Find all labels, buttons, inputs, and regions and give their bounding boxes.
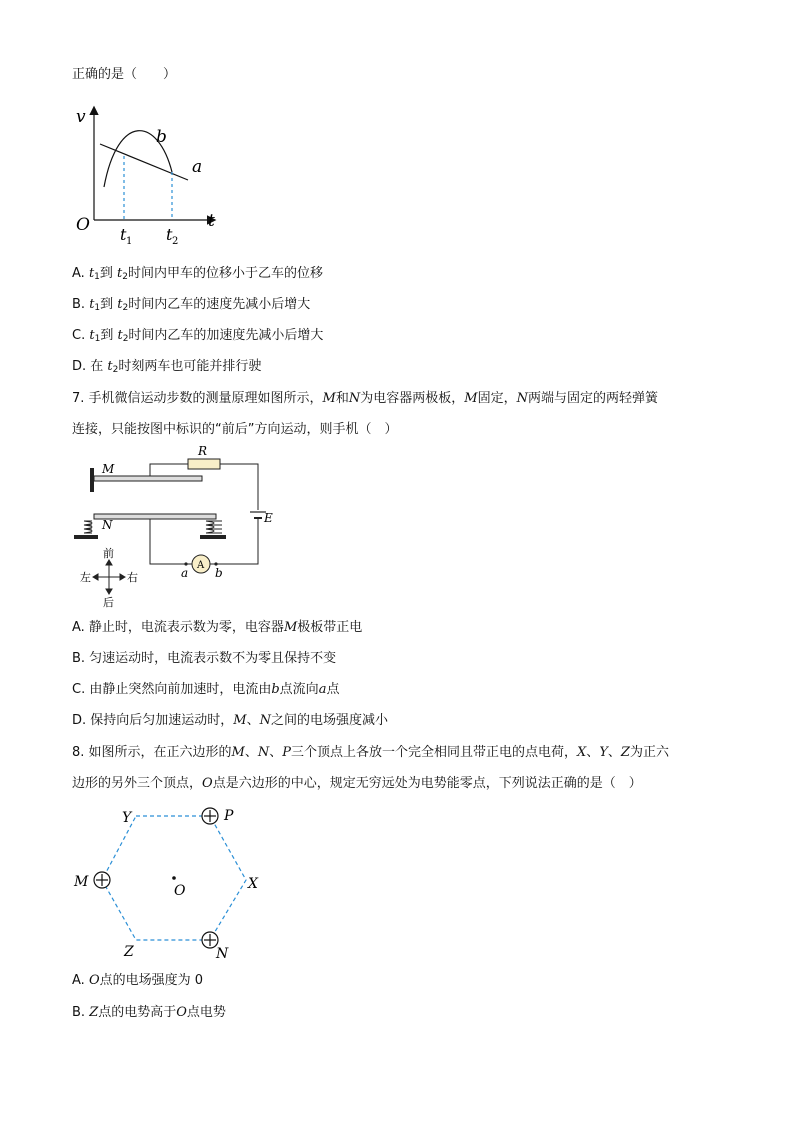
option-prefix: D. 在 — [72, 359, 108, 374]
text: 点的电势高于 — [98, 1005, 177, 1020]
wire-right — [220, 464, 258, 510]
label-t2: t — [166, 225, 173, 244]
q8-option-b — [72, 1004, 226, 1022]
label-m: M — [102, 462, 115, 476]
hexagon-diagram — [70, 800, 270, 965]
var-p: P — [282, 745, 292, 760]
center-point — [172, 876, 176, 880]
var-b: b — [271, 682, 280, 697]
q8-stem-line1 — [72, 744, 669, 762]
text: 点流向 — [279, 682, 319, 697]
text: 三个顶点上各放一个完全相同且带正电的点电荷， — [291, 745, 578, 760]
charge-p — [202, 808, 218, 824]
text: 极板带正电 — [297, 620, 363, 635]
var-t: t — [117, 297, 123, 312]
subscript: 2 — [122, 334, 129, 344]
plate-m — [94, 476, 202, 481]
var-m: M — [233, 713, 247, 728]
var-m: M — [322, 391, 336, 406]
text: 点是六边形的中心，规定无穷远处为电势能零点，下列说法正确的是（ ） — [212, 776, 642, 791]
text: 到 — [100, 297, 118, 312]
q7-option-a — [72, 619, 362, 637]
label-back: 后 — [103, 596, 114, 609]
q7-option-c — [72, 681, 339, 699]
var-o: O — [202, 776, 213, 791]
text: 到 — [99, 266, 118, 281]
text: 、 — [586, 745, 600, 760]
label-v: v — [76, 107, 86, 127]
q7-stem-line1 — [72, 390, 658, 408]
var-m: M — [283, 620, 298, 635]
subscript: 2 — [112, 365, 119, 375]
text: 为正六 — [629, 745, 669, 760]
subscript: 2 — [122, 303, 129, 313]
wire-bottom-left — [150, 519, 192, 564]
label-ammeter: A — [197, 560, 205, 571]
text: 、 — [246, 713, 260, 728]
label-r: R — [198, 444, 208, 458]
option-prefix: A. — [72, 973, 89, 988]
subscript: 2 — [122, 272, 129, 282]
label-b: b — [215, 566, 223, 580]
text: 时间内乙车的速度先减小后增大 — [128, 297, 311, 312]
q6-option-c — [72, 327, 323, 348]
q7-option-b: B. 匀速运动时，电流表示数不为零且保持不变 — [72, 651, 337, 666]
label-y: Y — [122, 810, 132, 826]
var-t: t — [117, 266, 123, 281]
label-left: 左 — [80, 571, 91, 584]
text: 、 — [269, 745, 283, 760]
text: D. 保持向后匀加速运动时， — [72, 713, 234, 728]
var-z: Z — [620, 745, 630, 760]
label-p: P — [224, 808, 234, 824]
subscript: 1 — [94, 303, 101, 313]
label-t1: t — [120, 225, 127, 244]
mount-m — [90, 468, 94, 492]
label-t-axis: t — [208, 211, 215, 231]
var-t: t — [107, 359, 113, 374]
subscript: 1 — [94, 334, 101, 344]
var-t: t — [88, 266, 95, 281]
q7-option-d — [72, 712, 388, 730]
q8-stem-line2 — [72, 775, 642, 793]
label-e: E — [264, 511, 273, 525]
option-prefix: B. — [72, 1005, 90, 1020]
var-t: t — [117, 328, 123, 343]
label-origin: O — [76, 215, 90, 235]
var-o: O — [88, 973, 100, 988]
q6-stem-tail: 正确的是（ ） — [72, 67, 177, 82]
text: C. 由静止突然向前加速时，电流由 — [72, 682, 272, 697]
text: 时间内甲车的位移小于乙车的位移 — [128, 266, 324, 281]
circuit-diagram — [70, 442, 290, 612]
label-b: b — [156, 127, 167, 147]
text: 、 — [244, 745, 258, 760]
label-t2-sub: 2 — [172, 236, 179, 247]
var-m: M — [464, 391, 478, 406]
label-right: 右 — [127, 571, 138, 584]
spring-right — [200, 521, 226, 539]
label-a: a — [192, 157, 203, 177]
var-x: X — [577, 745, 587, 760]
text: 7. 手机微信运动步数的测量原理如图所示， — [72, 391, 323, 406]
text: 8. 如图所示，在正六边形的 — [72, 745, 232, 760]
label-z: Z — [124, 944, 134, 960]
text: 点的电场强度为 0 — [99, 973, 204, 988]
var-m: M — [231, 745, 245, 760]
q7-stem-line2: 连接，只能按图中标识的“前后”方向运动，则手机（ ） — [72, 422, 398, 437]
label-n: N — [102, 518, 113, 532]
label-m: M — [74, 874, 89, 890]
option-prefix: A. — [72, 266, 89, 281]
label-o: O — [174, 883, 186, 899]
text: 到 — [100, 328, 118, 343]
spring-left — [74, 521, 98, 539]
direction-arrows — [93, 560, 125, 594]
var-t: t — [89, 297, 95, 312]
text: 边形的另外三个顶点， — [72, 776, 203, 791]
var-n: N — [257, 745, 270, 760]
var-n: N — [516, 391, 528, 406]
text: 两端与固定的两轻弹簧 — [527, 391, 658, 406]
label-t1-sub: 1 — [126, 236, 133, 247]
text: 为电容器两极板， — [360, 391, 465, 406]
text: 、 — [607, 745, 621, 760]
var-o: O — [176, 1005, 187, 1020]
wire-top — [150, 464, 188, 476]
text: 时刻两车也可能并排行驶 — [118, 359, 262, 374]
text: 和 — [335, 391, 349, 406]
var-z: Z — [89, 1005, 99, 1020]
var-a: a — [318, 682, 327, 697]
label-x: X — [248, 876, 258, 892]
label-n: N — [216, 946, 229, 962]
subscript: 1 — [94, 272, 100, 282]
text: 点 — [326, 682, 340, 697]
var-t: t — [89, 328, 95, 343]
charge-m — [94, 872, 110, 888]
q6-option-b — [72, 296, 310, 317]
var-y: Y — [599, 745, 608, 760]
option-prefix: B. — [72, 297, 90, 312]
option-prefix: C. — [72, 328, 90, 343]
var-n: N — [259, 713, 271, 728]
q6-option-d — [72, 358, 261, 379]
var-n: N — [348, 391, 361, 406]
resistor — [188, 459, 220, 469]
label-a: a — [181, 566, 189, 580]
line-a — [100, 144, 188, 180]
text: 之间的电场强度减小 — [270, 713, 388, 728]
text: A. 静止时，电流表示数为零，电容器 — [72, 620, 284, 635]
vt-graph — [68, 102, 228, 252]
text: 点电势 — [186, 1005, 226, 1020]
text: 固定， — [477, 391, 517, 406]
q8-option-a — [72, 972, 203, 990]
text: 时间内乙车的加速度先减小后增大 — [128, 328, 324, 343]
label-front: 前 — [103, 547, 114, 560]
q6-option-a — [72, 265, 323, 286]
